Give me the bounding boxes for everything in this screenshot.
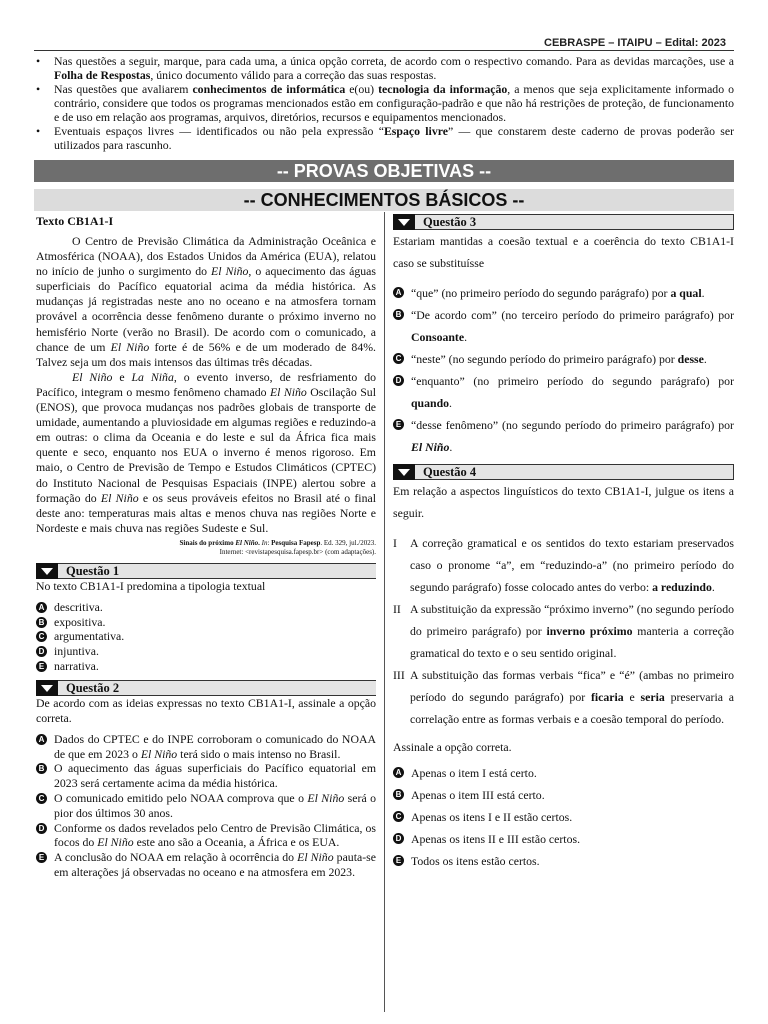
column-divider — [384, 212, 385, 1012]
question-4-items — [393, 532, 734, 730]
option-letter-icon: A — [36, 602, 47, 613]
option-d[interactable]: D Apenas os itens II e III estão certos. — [393, 828, 734, 850]
question-3-options — [393, 282, 734, 458]
option-b[interactable]: B Apenas o item III está certo. — [393, 784, 734, 806]
question-1-header: Questão 1 — [36, 563, 376, 579]
option-letter-icon: D — [36, 646, 47, 657]
option-c[interactable]: C Apenas os itens I e II estão certos. — [393, 806, 734, 828]
option-a[interactable]: A descritiva. — [36, 600, 376, 615]
option-letter-icon: E — [36, 661, 47, 672]
option-letter-icon: B — [393, 789, 404, 800]
bullet-icon: • — [36, 82, 41, 96]
option-c[interactable]: C argumentativa. — [36, 629, 376, 644]
option-letter-icon: E — [393, 419, 404, 430]
option-a[interactable]: A “que” (no primeiro período do segundo parágrafo) por a qual. — [393, 282, 734, 304]
question-4-options — [393, 762, 734, 872]
judgment-item-3: III A substituição das formas verbais “fica” e “é” (ambas no primeiro período do segundo parágrafo) por ficaria e seria preservaria a correlação entre as formas verbais e a coesão temporal do período. — [393, 668, 735, 726]
question-2-stem: De acordo com as ideias expressas no texto CB1A1-I, assinale a opção correta. — [36, 695, 376, 725]
judgment-item-2: II A substituição da expressão “próximo inverno” (no segundo período do primeiro parágrafo) por inverno próximo manteria a correção gramatical do texto e o seu sentido original. — [393, 602, 735, 660]
question-1-options — [36, 600, 376, 674]
option-letter-icon: A — [393, 767, 404, 778]
option-b[interactable]: B “De acordo com” (no terceiro período do primeiro parágrafo) por Consoante. — [393, 304, 734, 348]
judgment-item-1: I A correção gramatical e os sentidos do texto estariam preservados caso o pronome “a”, em “reduzindo-a” (no primeiro período do segundo parágrafo) fosse colocado antes do verbo: a reduzindo. — [393, 536, 734, 594]
option-letter-icon: D — [36, 823, 47, 834]
text-title: Texto CB1A1-I — [36, 214, 114, 228]
question-2-header: Questão 2 — [36, 680, 376, 696]
option-letter-icon: D — [393, 833, 404, 844]
option-letter-icon: A — [36, 734, 47, 745]
question-4-stem: Em relação a aspectos linguísticos do texto CB1A1-I, julgue os itens a seguir. — [393, 484, 734, 520]
text-paragraph-1: O Centro de Previsão Climática da Administração Oceânica e Atmosférica (NOAA), dos Estados Unidos da América (EUA), relatou no início de junho o surgimento do El Niño, o aquecimento das águas superficiais do Pacífico equatorial acima da média histórica. As mudanças já registradas neste ano no oceano e na atmosfera tornam provável a ocorrência desse fenômeno durante o próximo inverno no hemisfério Norte (verão no Brasil). De acordo com o comunicado, a chance de um El Niño forte é de 56% e de um moderado de 84%. Talvez seja um dos mais intensos das últimas três décadas. — [36, 234, 376, 369]
instruction-item: • Nas questões que avaliarem conhecimentos de informática e(ou) tecnologia da informação, a menos que seja explicitamente informado o contrário, considere que todos os programas mencionados estão em configuração-padrão e que não há restrições de proteção, de funcionamento e de uso em relação aos programas, arquivos, diretórios, recursos e equipamentos mencionados. — [36, 82, 734, 124]
option-letter-icon: D — [393, 375, 404, 386]
option-letter-icon: A — [393, 287, 404, 298]
instruction-item: • Eventuais espaços livres — identificados ou não pela expressão “Espaço livre” — que constarem deste caderno de provas poderão ser utilizados para rascunho. — [36, 124, 735, 152]
option-letter-icon: E — [393, 855, 404, 866]
option-b[interactable]: B O aquecimento das águas superficiais do Pacífico equatorial em 2023 será certamente acima da média histórica. — [36, 761, 376, 791]
question-3-stem: Estariam mantidas a coesão textual e a coerência do texto CB1A1-I caso se substituísse — [393, 234, 734, 270]
instruction-item: • Nas questões a seguir, marque, para cada uma, a única opção correta, de acordo com o respectivo comando. Para as devidas marcações, use a Folha de Respostas, único documento válido para a correção das suas respostas. — [36, 54, 734, 82]
chevron-down-icon — [393, 464, 415, 480]
option-b[interactable]: B expositiva. — [36, 615, 376, 630]
exam-header: CEBRASPE – ITAIPU – Edital: 2023 — [544, 37, 726, 49]
option-e[interactable]: E narrativa. — [36, 659, 376, 674]
text-paragraph-2: El Niño e La Niña, o evento inverso, de resfriamento do Pacífico, integram o mesmo fenômeno chamado El Niño Oscilação Sul (ENOS), que provoca mudanças nos padrões globais de transporte de umidade, aumentando a pluviosidade em algumas regiões e reduzindo-a em outras: o clima da Oceania e do leste e sul da África fica mais quente e seco, enquanto nos EUA o inverno é menos rigoroso. Em maio, o Centro de Previsão de Tempo e Estudos Climáticos (CPTEC) do Instituto Nacional de Pesquisas Espaciais (INPE) alertou sobre a formação do El Niño e os seus prováveis efeitos no Brasil até o final deste ano: temperaturas mais altas e menos chuva nas regiões Norte e Nordeste e mais chuva nas regiões Sudeste e Sul. — [36, 369, 377, 535]
option-letter-icon: C — [36, 631, 47, 642]
option-d[interactable]: D Conforme os dados revelados pelo Centro de Previsão Climática, os focos do El Niño este ano são a Oceania, a África e os EUA. — [36, 821, 376, 851]
left-column — [36, 214, 376, 880]
text-source: Sinais do próximo El Niño. In: Pesquisa Fapesp. Ed. 329, jul./2023. Internet: <revistapesquisa.fapesp.br> (com adaptações). — [179, 538, 376, 556]
question-4-prompt: Assinale a opção correta. — [393, 740, 512, 754]
option-letter-icon: C — [393, 811, 404, 822]
option-letter-icon: C — [36, 793, 47, 804]
question-4-header: Questão 4 — [393, 464, 734, 480]
option-letter-icon: E — [36, 852, 47, 863]
question-1-stem: No texto CB1A1-I predomina a tipologia textual — [36, 578, 266, 593]
banner-conhecimentos-basicos: -- CONHECIMENTOS BÁSICOS -- — [34, 189, 734, 211]
chevron-down-icon — [36, 680, 58, 696]
option-d[interactable]: D injuntiva. — [36, 644, 376, 659]
banner-provas-objetivas: -- PROVAS OBJETIVAS -- — [34, 160, 734, 182]
option-letter-icon: B — [393, 309, 404, 320]
option-e[interactable]: E “desse fenômeno” (no segundo período do primeiro parágrafo) por El Niño. — [393, 414, 734, 458]
option-c[interactable]: C “neste” (no segundo período do primeiro parágrafo) por desse. — [393, 348, 734, 370]
instructions-list — [34, 54, 734, 152]
option-e[interactable]: E Todos os itens estão certos. — [393, 850, 734, 872]
header-rule — [34, 50, 734, 51]
option-letter-icon: B — [36, 763, 47, 774]
option-a[interactable]: A Apenas o item I está certo. — [393, 762, 734, 784]
chevron-down-icon — [393, 214, 415, 230]
option-e[interactable]: E A conclusão do NOAA em relação à ocorrência do El Niño pauta-se em alterações já observadas no oceano e na atmosfera em 2023. — [36, 850, 376, 880]
option-d[interactable]: D “enquanto” (no primeiro período do segundo parágrafo) por quando. — [393, 370, 734, 414]
option-letter-icon: B — [36, 617, 47, 628]
bullet-icon: • — [36, 54, 41, 68]
bullet-icon: • — [36, 124, 41, 138]
question-3-header: Questão 3 — [393, 214, 734, 230]
option-c[interactable]: C O comunicado emitido pelo NOAA comprova que o El Niño será o pior dos últimos 30 anos. — [36, 791, 376, 821]
right-column — [393, 214, 734, 872]
option-letter-icon: C — [393, 353, 404, 364]
question-2-options — [36, 732, 376, 880]
option-a[interactable]: A Dados do CPTEC e do INPE corroboram o comunicado do NOAA de que em 2023 o El Niño terá sido o mais intenso no Brasil. — [36, 732, 376, 762]
chevron-down-icon — [36, 563, 58, 579]
